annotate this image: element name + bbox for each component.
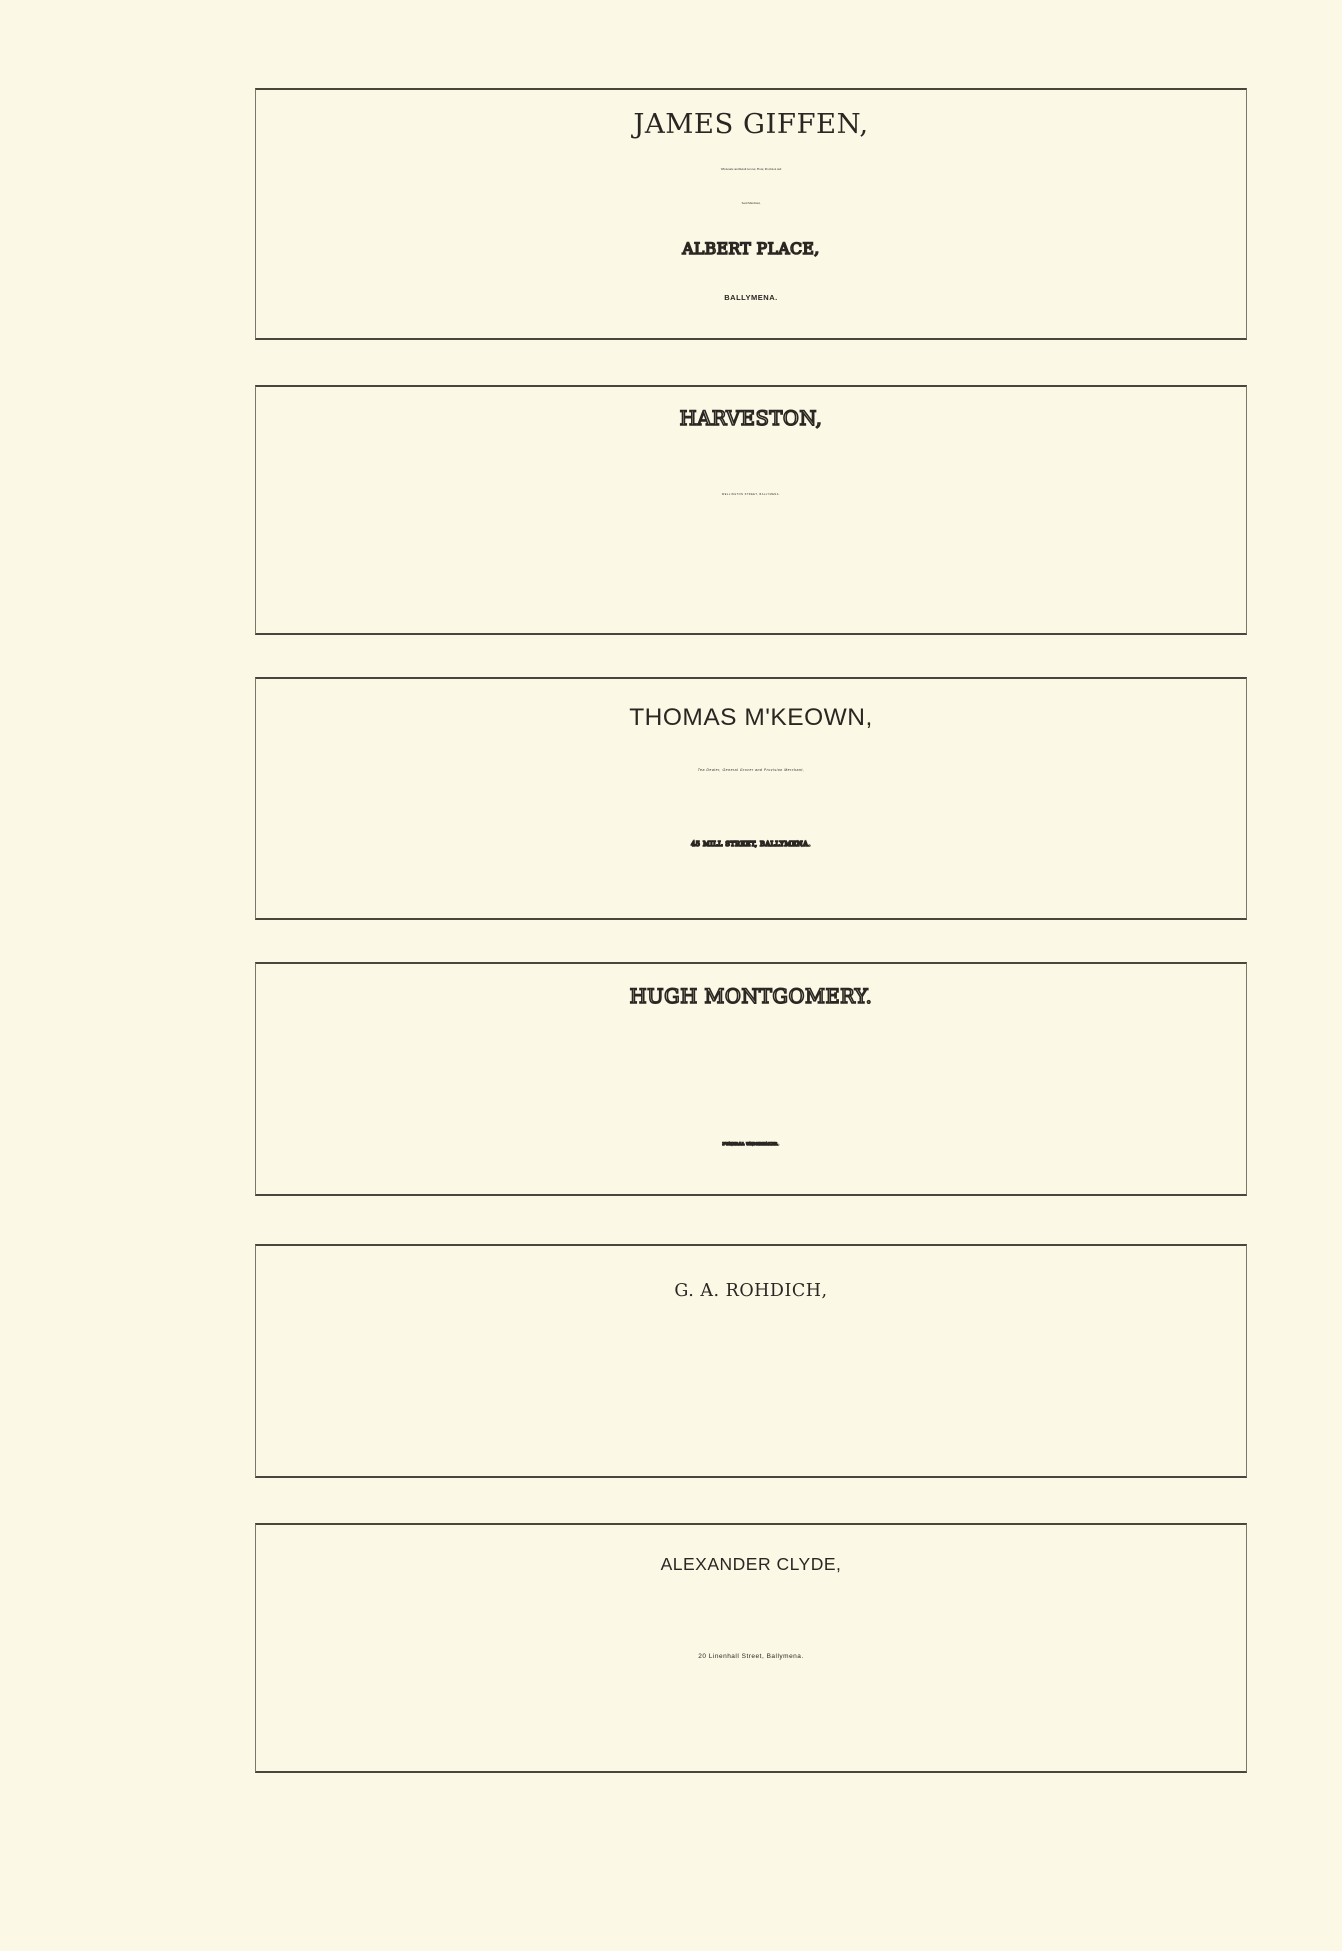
ad-line: [256, 515, 1246, 547]
ad-ga-rohdich: [255, 1244, 1247, 1478]
ad-town: BALLYMENA.: [724, 293, 778, 302]
ad-line: Tea Dealer, General Grocer and Provision Merchant,: [697, 768, 805, 772]
ad-line: [256, 1721, 1246, 1747]
ad-title: G. A. ROHDICH,: [674, 1281, 828, 1301]
ad-line: [256, 1376, 1246, 1402]
ad-line: [256, 579, 1246, 611]
ad-thomas-mkeown: [255, 677, 1247, 920]
ad-alexander-clyde: [255, 1523, 1247, 1773]
ad-hugh-montgomery: [255, 962, 1247, 1196]
ad-line: [256, 547, 1246, 579]
ad-line: [256, 869, 1246, 899]
ad-subtitle: FUNERAL UNDERTAKER.: [722, 1142, 780, 1146]
ad-line: [256, 1164, 1246, 1194]
ad-line: [256, 1593, 1246, 1629]
ad-line: [256, 1022, 1246, 1060]
ad-address: 20 Linenhall Street, Ballymena.: [698, 1653, 804, 1660]
ad-address: ALBERT PLACE,: [682, 240, 820, 258]
ad-line: [256, 1094, 1246, 1124]
ad-line: [256, 791, 1246, 819]
ad-james-giffen: [255, 88, 1247, 340]
ad-line: [256, 1695, 1246, 1721]
ad-address: WELLINGTON STREET, BALLYMENA.: [721, 493, 781, 496]
ad-address: [256, 1434, 1246, 1468]
ad-title: HARVESTON,: [679, 407, 823, 430]
ad-title: HUGH MONTGOMERY.: [629, 985, 873, 1008]
ad-line: Wholesale and Retail Grocer, Flour, Provision and: [720, 167, 782, 171]
ad-harveston: [255, 385, 1247, 635]
ad-title: JAMES GIFFEN,: [633, 108, 869, 140]
ad-line: [256, 1402, 1246, 1434]
ad-line: [256, 1350, 1246, 1376]
ad-title: THOMAS M'KEOWN,: [629, 704, 873, 731]
ad-title: ALEXANDER CLYDE,: [660, 1554, 842, 1574]
ad-address: 45 MILL STREET, BALLYMENA.: [691, 840, 811, 848]
ad-address: [256, 1060, 1246, 1094]
ad-line: [256, 1316, 1246, 1350]
ad-line: Seed Merchant,: [741, 201, 761, 205]
ad-line: [256, 447, 1246, 475]
